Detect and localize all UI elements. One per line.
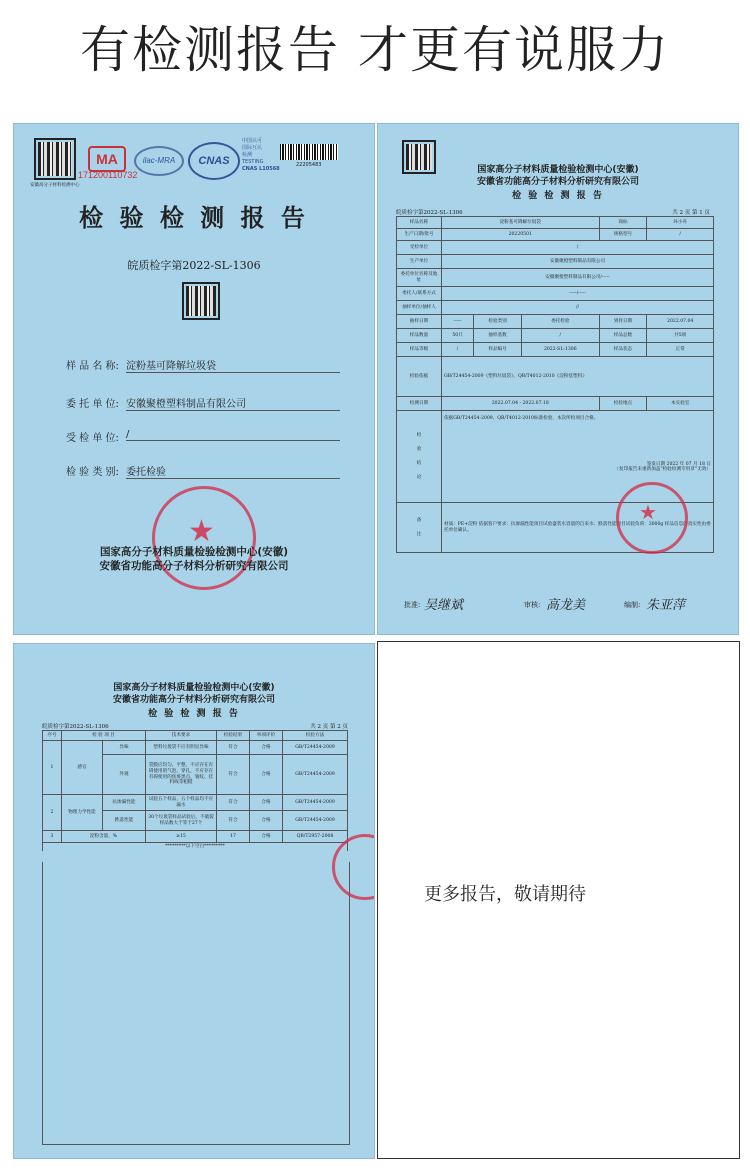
cell: 2022-SL-1306: [522, 343, 600, 357]
cover-qr: [182, 282, 220, 320]
cnas-side-1: 中国认可: [242, 138, 263, 144]
concl-char: 论: [416, 474, 422, 480]
th: 序号: [43, 731, 62, 741]
remark-char: 备: [416, 517, 422, 523]
cell: 生产单位: [397, 255, 442, 269]
concl-char: 结: [416, 460, 422, 466]
cell: 样品总数: [599, 329, 647, 343]
cell: -----/-----: [442, 287, 714, 301]
page1-page: 共 2 页 第 1 页: [672, 210, 710, 216]
cnas-side-2: 国际互认: [242, 145, 263, 151]
page2-table-body: [42, 862, 350, 1145]
page1-stamp-star: ★: [639, 500, 657, 524]
cell: -----: [442, 315, 474, 329]
field-label-inspected: 受 检 单 位:: [66, 433, 119, 444]
cover-title: 检 验 检 测 报 告: [79, 204, 309, 232]
cell: 安徽聚橙塑料制品有限公司: [442, 255, 714, 269]
cnas-side: [242, 138, 280, 173]
cell: 外观: [103, 755, 146, 795]
page2-title: 检 验 检 测 报 告: [148, 709, 240, 719]
cnas-side-3: 检测: [242, 152, 253, 158]
cnas-number: CNAS L10568: [242, 166, 280, 172]
field-label-client: 委 托 单 位:: [66, 399, 119, 410]
cell: 符合: [217, 741, 250, 755]
cell: 异味: [103, 741, 146, 755]
cell: 抗渗漏性能: [103, 795, 146, 811]
cell: /: [442, 241, 714, 255]
remark-char: 注: [416, 531, 422, 537]
approve-label: 批准:: [404, 601, 421, 609]
more-reports-text: 更多报告，敬请期待: [424, 884, 586, 905]
cell: 样品名称: [397, 217, 442, 229]
cell: 生产日期/批号: [397, 229, 442, 241]
cnas-text: CNAS: [198, 155, 230, 167]
edit-label: 编制:: [624, 601, 641, 609]
th: 单项评价: [250, 731, 283, 741]
cell: [397, 411, 442, 503]
cell: 合格: [250, 795, 283, 811]
cell: 合格: [250, 741, 283, 755]
cell: QB/T2957-2008: [283, 831, 348, 843]
ma-logo: [88, 146, 126, 172]
page2-org-line2: 安徽省功能高分子材料分析研究有限公司: [112, 695, 275, 705]
qr-code: [34, 138, 76, 180]
cell: GB/T24454-2009: [283, 811, 348, 831]
cell: 委托检验: [522, 315, 600, 329]
cell: 检验依据: [397, 357, 442, 397]
cell: 样品编号: [474, 343, 522, 357]
cell: 抽样日期: [397, 315, 442, 329]
cell: 样品等级: [397, 343, 442, 357]
approve-signature: 吴继斌: [424, 598, 464, 613]
page1-org-line1: 国家高分子材料质量检验检测中心(安徽): [477, 165, 639, 175]
cell: 合格: [250, 831, 283, 843]
cell: 本实验室: [647, 397, 714, 411]
barcode-number: 22205483: [296, 162, 322, 168]
report-cover: [14, 124, 374, 634]
cell: 样品数量: [397, 329, 442, 343]
th: 检验方法: [283, 731, 348, 741]
th: 技术要求: [146, 731, 217, 741]
cell: 检验类别: [474, 315, 522, 329]
page2-table: [42, 730, 348, 851]
ilac-logo: [134, 146, 184, 176]
cell: 共5项: [647, 329, 714, 343]
cell: 样品状态: [599, 343, 647, 357]
cell: 环小舟: [647, 217, 714, 229]
cover-org-line1: 国家高分子材料质量检验检测中心(安徽): [99, 546, 289, 558]
cell: 符合: [217, 811, 250, 831]
cell: 商标: [599, 217, 647, 229]
cell: 17: [217, 831, 250, 843]
cell: 1: [43, 741, 62, 795]
cell: 50只: [442, 329, 474, 343]
cell: 正常: [647, 343, 714, 357]
small-org-text: 安徽高分子材料检测中心: [30, 183, 80, 188]
cell: 淀粉基可降解垃圾袋: [442, 217, 600, 229]
cover-stamp-star: ★: [188, 514, 215, 549]
edit-signature: 朱亚萍: [646, 598, 686, 613]
headline: 有检测报告 才更有说服力: [80, 21, 670, 79]
cell: 感官: [62, 741, 103, 795]
cell: /: [442, 343, 474, 357]
page1-title: 检 验 检 测 报 告: [512, 191, 604, 201]
field-value-sample: 淀粉基可降解垃圾袋: [126, 357, 340, 373]
audit-label: 审核:: [524, 601, 541, 609]
field-value-client: 安徽聚橙塑料制品有限公司: [126, 395, 340, 411]
cell: GB/T24454-2009《塑料垃圾袋》、QB/T4012-2010《淀粉基塑料》: [442, 357, 714, 397]
cell: 试验五个样品，五个样品均不应漏水: [146, 795, 217, 811]
field-label-sample: 样 品 名 称:: [66, 361, 119, 372]
cover-report-no: 皖质检字第2022-SL-1306: [127, 259, 261, 272]
cell: 抽样基数: [474, 329, 522, 343]
cell: 2022.07.04 - 2022.07.18: [442, 397, 600, 411]
th: 检验结果: [217, 731, 250, 741]
stamp-note: （复印报告未重新加盖“检验检测专用章”无效）: [614, 467, 711, 473]
cover-org-line2: 安徽省功能高分子材料分析研究有限公司: [99, 560, 289, 572]
audit-signature: 高龙美: [546, 598, 586, 613]
cell: 跌落性能: [103, 811, 146, 831]
field-value-inspected: /: [126, 429, 340, 441]
concl-char: 检: [416, 432, 422, 438]
th: 检 验 项 目: [62, 731, 146, 741]
page2-page: 共 2 页 第 2 页: [310, 724, 348, 730]
end-note: *********以下空白*********: [43, 843, 348, 851]
page1-org-line2: 安徽省功能高分子材料分析研究有限公司: [476, 177, 639, 187]
field-label-type: 检 验 类 别:: [66, 467, 119, 478]
cell: /: [647, 229, 714, 241]
cell: 淀粉含量，%: [62, 831, 146, 843]
ilac-text: ilac-MRA: [142, 156, 176, 165]
cell: 委托人/联系方式: [397, 287, 442, 301]
cell: 符合: [217, 795, 250, 811]
cell: 合格: [250, 755, 283, 795]
cell: //: [442, 301, 714, 315]
cell: 检验地点: [599, 397, 647, 411]
cell: 2: [43, 795, 62, 831]
cnas-side-4: TESTING: [242, 159, 264, 165]
cell: 规格型号: [599, 229, 647, 241]
report-page-2: [14, 644, 374, 1158]
field-value-type: 委托检验: [126, 463, 340, 479]
more-reports-panel: [378, 642, 739, 1158]
cell: 检测日期: [397, 397, 442, 411]
cell: 3: [43, 831, 62, 843]
cell: 安徽聚橙塑料制品有限公司/-----: [442, 269, 714, 287]
page2-org-line1: 国家高分子材料质量检验检测中心(安徽): [113, 683, 275, 693]
cnas-logo: [188, 142, 240, 180]
cell: 受检单位: [397, 241, 442, 255]
concl-char: 验: [416, 446, 422, 452]
cell: 符合: [217, 755, 250, 795]
cell: 到样日期: [599, 315, 647, 329]
cell: /: [522, 329, 600, 343]
cell: 抽样单位/抽样人: [397, 301, 442, 315]
cell: 塑料垃圾袋不应有明显异味: [146, 741, 217, 755]
cell: 委托单位名称及地址: [397, 269, 442, 287]
stamp-date: 签发日期 2022 年 07 月 18 日: [646, 461, 711, 467]
barcode: [280, 144, 338, 160]
cell: ≥15: [146, 831, 217, 843]
cell: 20220501: [442, 229, 600, 241]
cell: 合格: [250, 811, 283, 831]
page2-report-no: 皖质检字第2022-SL-1306: [42, 724, 109, 730]
ma-number: 171200110732: [78, 170, 138, 180]
cell: GB/T24454-2009: [283, 755, 348, 795]
conclusion-text: 依据GB/T24454-2009、QB/T4012-2010标准检验，本次所检项目合格。: [444, 416, 599, 421]
report-page-1: [378, 124, 738, 634]
cell: 材质：PE+淀粉 依据客户要求：抗渗漏性能项目试验盛装水容量的自来水；跌落性能项目试验负荷：3000g 样品信息的真实性由委托单位确认。: [442, 503, 714, 553]
cell: 袋膜应均匀、平整，不应存在有碍使用的气泡、穿孔，不应存在有碍使用的焦斑黑点，皱纹、挂料线等粗糙: [146, 755, 217, 795]
ma-text: MA: [96, 151, 118, 167]
cell: 物理力学性能: [62, 795, 103, 831]
cell: 30个垃圾袋样品试验后，不破裂样品数大于等于27个: [146, 811, 217, 831]
cell: GB/T24454-2009: [283, 795, 348, 811]
page1-report-no: 皖质检字第2022-SL-1306: [396, 210, 463, 216]
cell: 2022.07.04: [647, 315, 714, 329]
cell: [397, 503, 442, 553]
cell: GB/T24454-2009: [283, 741, 348, 755]
